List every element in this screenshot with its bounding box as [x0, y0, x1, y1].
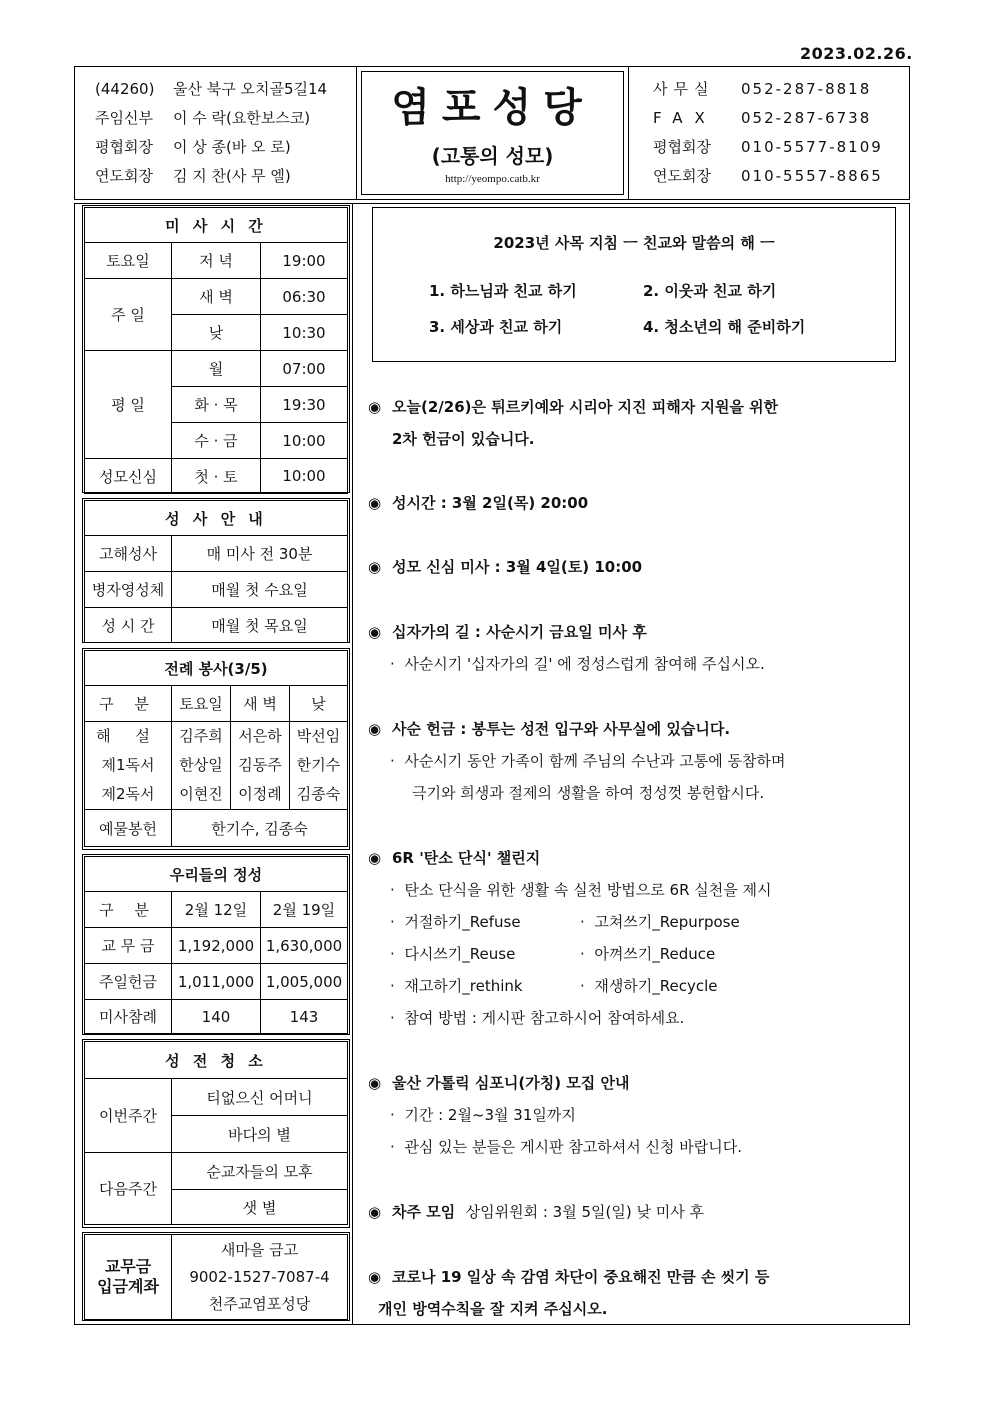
bullet-icon: ◉ [368, 398, 382, 416]
church-name: 염포성당 [391, 84, 594, 131]
account-label-1: 교무금 [104, 1257, 152, 1276]
fax-number: FAX 052-287-6738 [653, 109, 872, 127]
policy-item-3: 3. 세상과 친교 하기 [429, 318, 563, 336]
bullet-icon: ◉ [368, 494, 382, 512]
account-number: 9002-1527-7087-4 [189, 1267, 330, 1286]
donations-table: 우리들의 정성 구 분 2월 12일 2월 19일 교 무 금 1,192,000 1,630,000 주일헌금 1,011,000 1,005,000 미사참례 140 143 [84, 856, 348, 1034]
notice-covid: ◉ 코로나 19 일상 속 감염 차단이 중요해진 만큼 손 씻기 등 개인 방역수칙을 잘 지켜 주십시오. [368, 1261, 902, 1325]
church-url[interactable]: http://yeompo.catb.kr [445, 173, 540, 185]
mass-times-table: 미 사 시 간 토요일 저 녁 19:00 주 일 새 벽 06:30 낮 10:30 평 일 월 07:00 화 · 목 19:30 수 · 금 10:00 성모신심 첫 · 토 10:00 [84, 207, 348, 494]
policy-item-2: 2. 이웃과 친교 하기 [643, 282, 777, 300]
bullet-icon: ◉ [368, 1203, 382, 1221]
contact-info [631, 67, 909, 199]
bullet-icon: ◉ [368, 1268, 382, 1286]
bullet-icon: ◉ [368, 623, 382, 641]
address-line: (44260) 울산 북구 오치골5길14 [95, 80, 328, 98]
notice-symphony-recruit: ◉ 울산 가톨릭 심포니(가칭) 모집 안내 · 기간 : 2월~3월 31일까지 · 관심 있는 분들은 게시판 참고하셔서 신청 바랍니다. [368, 1067, 902, 1163]
header [74, 66, 910, 200]
cleaning-table: 성 전 청 소 이번주간 티없으신 어머니 바다의 별 다음주간 순교자들의 모후 샛 별 [84, 1041, 348, 1225]
account-label-2: 입금계좌 [97, 1277, 159, 1296]
pastor-line: 주임신부 이 수 락(요한보스코) [95, 109, 311, 127]
policy-title: 2023년 사목 지침 ㅡ 친교와 말씀의 해 ㅡ [493, 234, 775, 252]
notice-marian-mass: ◉ 성모 신심 미사 : 3월 4일(토) 10:00 [368, 551, 902, 583]
notice-lenten-offering: ◉ 사순 헌금 : 봉투는 성전 입구와 사무실에 있습니다. · 사순시기 동안 가족이 함께 주님의 수난과 고통에 동참하며 극기와 희생과 절제의 생활을 하여 정성껏 봉헌합시다. [368, 713, 902, 809]
bullet-icon: ◉ [368, 558, 382, 576]
bulletin-date: 2023.02.26. [800, 44, 913, 63]
bank-name: 새마을 금고 [220, 1240, 299, 1259]
account-holder: 천주교염포성당 [208, 1294, 311, 1313]
council-phone: 평협회장 010-5577-8109 [653, 138, 883, 156]
bullet-icon: ◉ [368, 849, 382, 867]
account-table [84, 1234, 348, 1320]
notice-stations-of-cross: ◉ 십자가의 길 : 사순시기 금요일 미사 후 · 사순시기 '십자가의 길' 에 정성스럽게 참여해 주십시오. [368, 616, 902, 680]
requiem-president-line: 연도회장 김 지 찬(사 무 엘) [95, 167, 291, 185]
council-president-line: 평협회장 이 상 종(바 오 로) [95, 138, 291, 156]
column-divider [352, 203, 353, 1325]
notice-holy-hour: ◉ 성시간 : 3월 2일(목) 20:00 [368, 487, 902, 519]
bullet-icon: ◉ [368, 1074, 382, 1092]
donations-title: 우리들의 정성 [85, 857, 348, 892]
notice-carbon-fast: ◉ 6R '탄소 단식' 챌린지 · 탄소 단식을 위한 생활 속 실천 방법으로 6R 실천을 제시 · 거절하기_Refuse · 고쳐쓰기_Repurpose · 다시쓰기_Reuse · 아껴쓰기_Reduce · 재고하기_rethink · 재생하기_Recycle · 참여 방법 : 게시판 참고하시어 참여하세요. [368, 842, 902, 1034]
bullet-icon: ◉ [368, 720, 382, 738]
mass-times-title: 미 사 시 간 [85, 208, 348, 243]
church-title-box [357, 67, 629, 199]
notice-earthquake: ◉ 오늘(2/26)은 튀르키예와 시리아 지진 피해자 지원을 위한 2차 헌금이 있습니다. [368, 391, 902, 455]
policy-item-4: 4. 청소년의 해 준비하기 [643, 318, 806, 336]
church-subtitle: (고통의 성모) [431, 144, 554, 168]
cleaning-title: 성 전 청 소 [85, 1042, 348, 1079]
sacraments-table: 성 사 안 내 고해성사 매 미사 전 30분 병자영성체 매월 첫 수요일 성 시 간 매월 첫 목요일 [84, 500, 348, 643]
sacraments-title: 성 사 안 내 [85, 501, 348, 536]
pastoral-policy-box [372, 207, 896, 362]
requiem-phone: 연도회장 010-5557-8865 [653, 167, 883, 185]
liturgy-title: 전례 봉사(3/5) [85, 651, 348, 686]
liturgy-table: 전례 봉사(3/5) 구 분 토요일 새 벽 낮 해 설 제1독서 제2독서 김주희 한상일 이현진 서은하 김동주 이정례 박선임 한기수 김종숙 예물봉헌 한기수, 김종숙 [84, 650, 348, 847]
notice-next-meeting: ◉ 차주 모임 상임위원회 : 3월 5일(일) 낮 미사 후 [368, 1196, 902, 1228]
policy-item-1: 1. 하느님과 친교 하기 [429, 282, 577, 300]
office-phone: 사무실 052-287-8818 [653, 80, 872, 98]
header-info [75, 67, 357, 199]
